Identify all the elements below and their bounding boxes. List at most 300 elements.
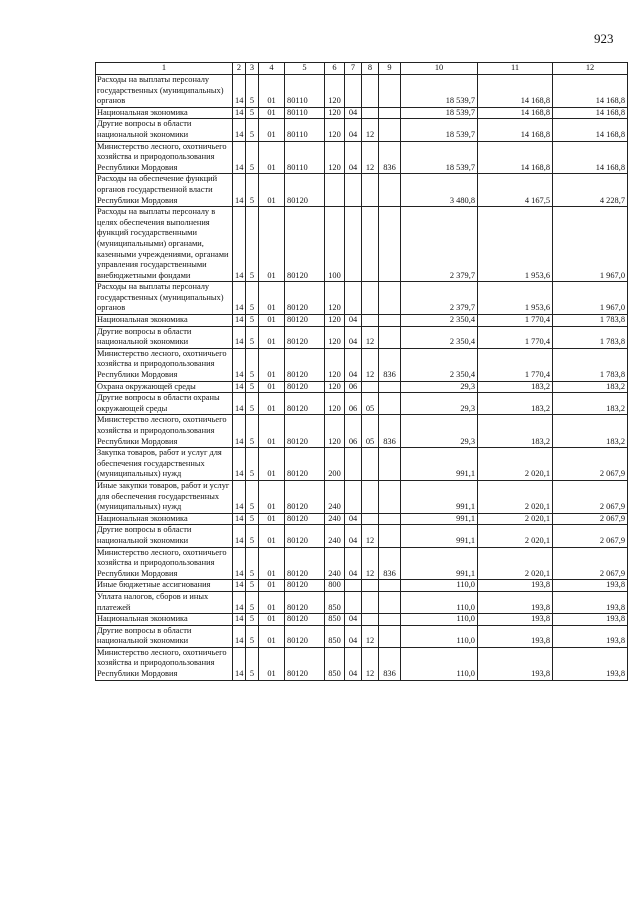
amount-cell: 29,3 [401,415,478,448]
code-cell: 14 [233,75,246,108]
table-body [96,75,628,681]
code-cell: 14 [233,625,246,647]
code-cell: 14 [233,141,246,174]
table-row [96,207,628,282]
amount-cell: 110,0 [401,580,478,592]
code-cell: 06 [345,415,362,448]
code-cell: 01 [259,591,285,613]
amount-cell: 2 379,7 [401,282,478,315]
code-cell: 80120 [285,480,325,513]
code-cell [345,75,362,108]
amount-cell: 183,2 [553,381,628,393]
amount-cell: 2 067,9 [553,513,628,525]
amount-cell: 110,0 [401,614,478,626]
code-cell: 80110 [285,119,325,141]
code-cell: 80120 [285,207,325,282]
code-cell: 5 [246,647,259,680]
code-cell: 80120 [285,591,325,613]
code-cell: 14 [233,525,246,547]
amount-cell: 991,1 [401,513,478,525]
amount-cell: 29,3 [401,393,478,415]
row-label: Расходы на обеспечение функций органов государственной власти Республики Мордовия [96,174,233,207]
code-cell: 120 [325,75,345,108]
code-cell: 240 [325,513,345,525]
code-cell: 14 [233,393,246,415]
code-cell: 01 [259,315,285,327]
amount-cell: 2 350,4 [401,326,478,348]
code-cell: 5 [246,614,259,626]
amount-cell: 2 020,1 [478,480,553,513]
code-cell [362,174,379,207]
amount-cell: 193,8 [478,625,553,647]
code-cell: 120 [325,107,345,119]
code-cell: 5 [246,282,259,315]
code-cell: 14 [233,207,246,282]
table-row [96,107,628,119]
code-cell: 5 [246,381,259,393]
code-cell [379,448,401,481]
code-cell: 05 [362,393,379,415]
code-cell: 5 [246,580,259,592]
code-cell: 01 [259,75,285,108]
code-cell: 80120 [285,381,325,393]
code-cell: 240 [325,525,345,547]
code-cell: 5 [246,107,259,119]
code-cell [362,75,379,108]
code-cell: 5 [246,315,259,327]
code-cell [345,448,362,481]
amount-cell: 1 783,8 [553,348,628,381]
amount-cell: 14 168,8 [478,141,553,174]
amount-cell: 29,3 [401,381,478,393]
row-label: Другие вопросы в области охраны окружающей среды [96,393,233,415]
table-row [96,547,628,580]
amount-cell: 2 067,9 [553,448,628,481]
table-row [96,448,628,481]
code-cell [379,119,401,141]
table-row [96,415,628,448]
code-cell: 12 [362,547,379,580]
amount-cell: 18 539,7 [401,107,478,119]
row-label: Министерство лесного, охотничьего хозяйства и природопользования Республики Мордовия [96,547,233,580]
code-cell: 200 [325,448,345,481]
code-cell: 5 [246,591,259,613]
code-cell [379,75,401,108]
code-cell: 80120 [285,415,325,448]
code-cell: 14 [233,614,246,626]
row-label: Расходы на выплаты персоналу в целях обеспечения выполнения функций государственными (муниципальными) органами, казенными учреждениями, органами управления государственными внебюджетными фондами [96,207,233,282]
code-cell: 04 [345,141,362,174]
code-cell: 14 [233,174,246,207]
amount-cell: 193,8 [553,580,628,592]
table-header-row [96,63,628,75]
code-cell: 120 [325,393,345,415]
amount-cell: 2 020,1 [478,513,553,525]
table-row [96,348,628,381]
code-cell [362,480,379,513]
col-header: 4 [259,63,285,75]
code-cell: 14 [233,547,246,580]
amount-cell: 14 168,8 [478,119,553,141]
code-cell [345,282,362,315]
code-cell: 80110 [285,107,325,119]
col-header: 3 [246,63,259,75]
table-row [96,480,628,513]
amount-cell: 183,2 [478,393,553,415]
row-label: Национальная экономика [96,614,233,626]
code-cell: 80120 [285,647,325,680]
row-label: Другие вопросы в области национальной экономики [96,525,233,547]
table-row [96,580,628,592]
code-cell: 14 [233,282,246,315]
code-cell: 836 [379,141,401,174]
code-cell: 80120 [285,174,325,207]
code-cell: 5 [246,513,259,525]
amount-cell: 193,8 [553,591,628,613]
code-cell [379,381,401,393]
code-cell: 01 [259,381,285,393]
code-cell: 120 [325,282,345,315]
code-cell [362,315,379,327]
code-cell: 5 [246,393,259,415]
code-cell: 120 [325,141,345,174]
amount-cell: 2 067,9 [553,547,628,580]
code-cell: 836 [379,547,401,580]
table-row [96,393,628,415]
row-label: Национальная экономика [96,315,233,327]
amount-cell: 14 168,8 [553,119,628,141]
code-cell: 14 [233,381,246,393]
code-cell: 01 [259,547,285,580]
col-header: 7 [345,63,362,75]
row-label: Министерство лесного, охотничьего хозяйства и природопользования Республики Мордовия [96,415,233,448]
code-cell: 836 [379,348,401,381]
code-cell [345,580,362,592]
code-cell: 850 [325,647,345,680]
amount-cell: 183,2 [553,415,628,448]
code-cell [379,174,401,207]
amount-cell: 991,1 [401,480,478,513]
amount-cell: 14 168,8 [478,75,553,108]
amount-cell: 14 168,8 [553,141,628,174]
code-cell: 120 [325,326,345,348]
code-cell: 80110 [285,141,325,174]
table-row [96,141,628,174]
code-cell: 12 [362,141,379,174]
row-label: Другие вопросы в области национальной экономики [96,625,233,647]
table-row [96,614,628,626]
code-cell: 14 [233,119,246,141]
code-cell: 5 [246,348,259,381]
table-row [96,326,628,348]
amount-cell: 193,8 [553,614,628,626]
amount-cell: 2 020,1 [478,448,553,481]
code-cell: 80120 [285,393,325,415]
code-cell: 5 [246,326,259,348]
table-row [96,119,628,141]
page-number: 923 [594,31,614,46]
code-cell: 14 [233,513,246,525]
row-label: Национальная экономика [96,513,233,525]
code-cell: 01 [259,174,285,207]
code-cell: 12 [362,326,379,348]
amount-cell: 4 167,5 [478,174,553,207]
code-cell: 01 [259,282,285,315]
row-label: Охрана окружающей среды [96,381,233,393]
amount-cell: 183,2 [478,415,553,448]
code-cell: 04 [345,614,362,626]
code-cell [362,381,379,393]
code-cell: 120 [325,315,345,327]
code-cell [379,393,401,415]
code-cell [379,207,401,282]
code-cell [362,513,379,525]
code-cell: 01 [259,513,285,525]
amount-cell: 18 539,7 [401,141,478,174]
code-cell: 14 [233,107,246,119]
code-cell [379,315,401,327]
code-cell: 14 [233,580,246,592]
row-label: Иные закупки товаров, работ и услуг для обеспечения государственных (муниципальных) нужд [96,480,233,513]
code-cell: 5 [246,75,259,108]
code-cell: 04 [345,348,362,381]
code-cell: 800 [325,580,345,592]
code-cell: 04 [345,547,362,580]
amount-cell: 183,2 [478,381,553,393]
code-cell [379,282,401,315]
code-cell: 80120 [285,348,325,381]
code-cell: 12 [362,119,379,141]
code-cell: 04 [345,326,362,348]
amount-cell: 1 953,6 [478,282,553,315]
code-cell [379,614,401,626]
code-cell: 5 [246,625,259,647]
code-cell [362,207,379,282]
code-cell [362,580,379,592]
amount-cell: 193,8 [478,647,553,680]
table-row [96,647,628,680]
code-cell [379,480,401,513]
code-cell [345,591,362,613]
col-header: 1 [96,63,233,75]
table-row [96,625,628,647]
code-cell: 01 [259,119,285,141]
amount-cell: 2 020,1 [478,525,553,547]
amount-cell: 991,1 [401,547,478,580]
code-cell: 04 [345,107,362,119]
table-row [96,282,628,315]
amount-cell: 193,8 [553,625,628,647]
col-header: 5 [285,63,325,75]
col-header: 2 [233,63,246,75]
amount-cell: 2 067,9 [553,525,628,547]
code-cell: 5 [246,547,259,580]
code-cell [345,480,362,513]
amount-cell: 2 020,1 [478,547,553,580]
code-cell: 01 [259,448,285,481]
row-label: Иные бюджетные ассигнования [96,580,233,592]
code-cell: 04 [345,525,362,547]
code-cell [362,282,379,315]
code-cell: 14 [233,448,246,481]
table-row [96,525,628,547]
code-cell: 14 [233,480,246,513]
code-cell: 120 [325,415,345,448]
code-cell: 120 [325,348,345,381]
code-cell: 12 [362,625,379,647]
table-row [96,174,628,207]
code-cell [345,207,362,282]
amount-cell: 110,0 [401,591,478,613]
code-cell: 5 [246,119,259,141]
code-cell: 5 [246,141,259,174]
code-cell [362,591,379,613]
code-cell [379,580,401,592]
code-cell: 850 [325,614,345,626]
amount-cell: 183,2 [553,393,628,415]
code-cell: 80120 [285,513,325,525]
col-header: 12 [553,63,628,75]
budget-table [95,62,628,681]
code-cell [362,107,379,119]
code-cell: 240 [325,480,345,513]
amount-cell: 193,8 [478,591,553,613]
code-cell: 04 [345,119,362,141]
code-cell: 836 [379,647,401,680]
amount-cell: 193,8 [553,647,628,680]
amount-cell: 4 228,7 [553,174,628,207]
table-row [96,591,628,613]
row-label: Министерство лесного, охотничьего хозяйства и природопользования Республики Мордовия [96,647,233,680]
code-cell: 01 [259,107,285,119]
amount-cell: 1 967,0 [553,207,628,282]
code-cell: 14 [233,326,246,348]
code-cell: 5 [246,174,259,207]
amount-cell: 2 350,4 [401,315,478,327]
code-cell: 01 [259,326,285,348]
code-cell: 100 [325,207,345,282]
code-cell: 14 [233,591,246,613]
code-cell: 06 [345,393,362,415]
amount-cell: 2 067,9 [553,480,628,513]
code-cell: 120 [325,381,345,393]
code-cell: 01 [259,141,285,174]
code-cell: 80120 [285,448,325,481]
code-cell: 06 [345,381,362,393]
col-header: 10 [401,63,478,75]
amount-cell: 14 168,8 [553,75,628,108]
row-label: Расходы на выплаты персоналу государственных (муниципальных) органов [96,75,233,108]
row-label: Другие вопросы в области национальной экономики [96,326,233,348]
code-cell: 836 [379,415,401,448]
col-header: 9 [379,63,401,75]
code-cell: 5 [246,525,259,547]
amount-cell: 110,0 [401,647,478,680]
row-label: Уплата налогов, сборов и иных платежей [96,591,233,613]
row-label: Расходы на выплаты персоналу государственных (муниципальных) органов [96,282,233,315]
code-cell: 04 [345,513,362,525]
code-cell: 01 [259,415,285,448]
amount-cell: 1 953,6 [478,207,553,282]
code-cell: 01 [259,614,285,626]
code-cell: 5 [246,415,259,448]
code-cell [379,326,401,348]
code-cell: 01 [259,393,285,415]
code-cell: 01 [259,348,285,381]
code-cell [325,174,345,207]
amount-cell: 991,1 [401,525,478,547]
code-cell: 12 [362,348,379,381]
code-cell [379,513,401,525]
amount-cell: 18 539,7 [401,119,478,141]
code-cell: 850 [325,591,345,613]
amount-cell: 2 350,4 [401,348,478,381]
code-cell: 12 [362,525,379,547]
code-cell: 05 [362,415,379,448]
code-cell [379,525,401,547]
code-cell [379,625,401,647]
amount-cell: 1 770,4 [478,348,553,381]
code-cell: 14 [233,315,246,327]
row-label: Министерство лесного, охотничьего хозяйства и природопользования Республики Мордовия [96,348,233,381]
table-row [96,315,628,327]
code-cell: 240 [325,547,345,580]
code-cell: 80120 [285,525,325,547]
code-cell: 01 [259,480,285,513]
code-cell: 80120 [285,625,325,647]
row-label: Закупка товаров, работ и услуг для обеспечения государственных (муниципальных) нужд [96,448,233,481]
code-cell: 14 [233,647,246,680]
amount-cell: 1 967,0 [553,282,628,315]
code-cell: 120 [325,119,345,141]
code-cell: 01 [259,207,285,282]
code-cell: 5 [246,480,259,513]
table-row [96,381,628,393]
code-cell: 80120 [285,547,325,580]
code-cell: 04 [345,315,362,327]
code-cell [345,174,362,207]
row-label: Другие вопросы в области национальной экономики [96,119,233,141]
col-header: 11 [478,63,553,75]
amount-cell: 14 168,8 [553,107,628,119]
col-header: 8 [362,63,379,75]
amount-cell: 1 783,8 [553,315,628,327]
amount-cell: 193,8 [478,580,553,592]
code-cell [362,614,379,626]
amount-cell: 14 168,8 [478,107,553,119]
table-row [96,513,628,525]
code-cell: 850 [325,625,345,647]
amount-cell: 1 770,4 [478,326,553,348]
code-cell: 80120 [285,580,325,592]
code-cell: 14 [233,415,246,448]
code-cell: 80120 [285,315,325,327]
code-cell: 80110 [285,75,325,108]
code-cell [362,448,379,481]
code-cell: 80120 [285,326,325,348]
code-cell: 80120 [285,614,325,626]
code-cell: 04 [345,625,362,647]
code-cell: 5 [246,207,259,282]
code-cell [379,107,401,119]
col-header: 6 [325,63,345,75]
amount-cell: 3 480,8 [401,174,478,207]
amount-cell: 110,0 [401,625,478,647]
amount-cell: 18 539,7 [401,75,478,108]
code-cell: 04 [345,647,362,680]
amount-cell: 991,1 [401,448,478,481]
amount-cell: 1 770,4 [478,315,553,327]
